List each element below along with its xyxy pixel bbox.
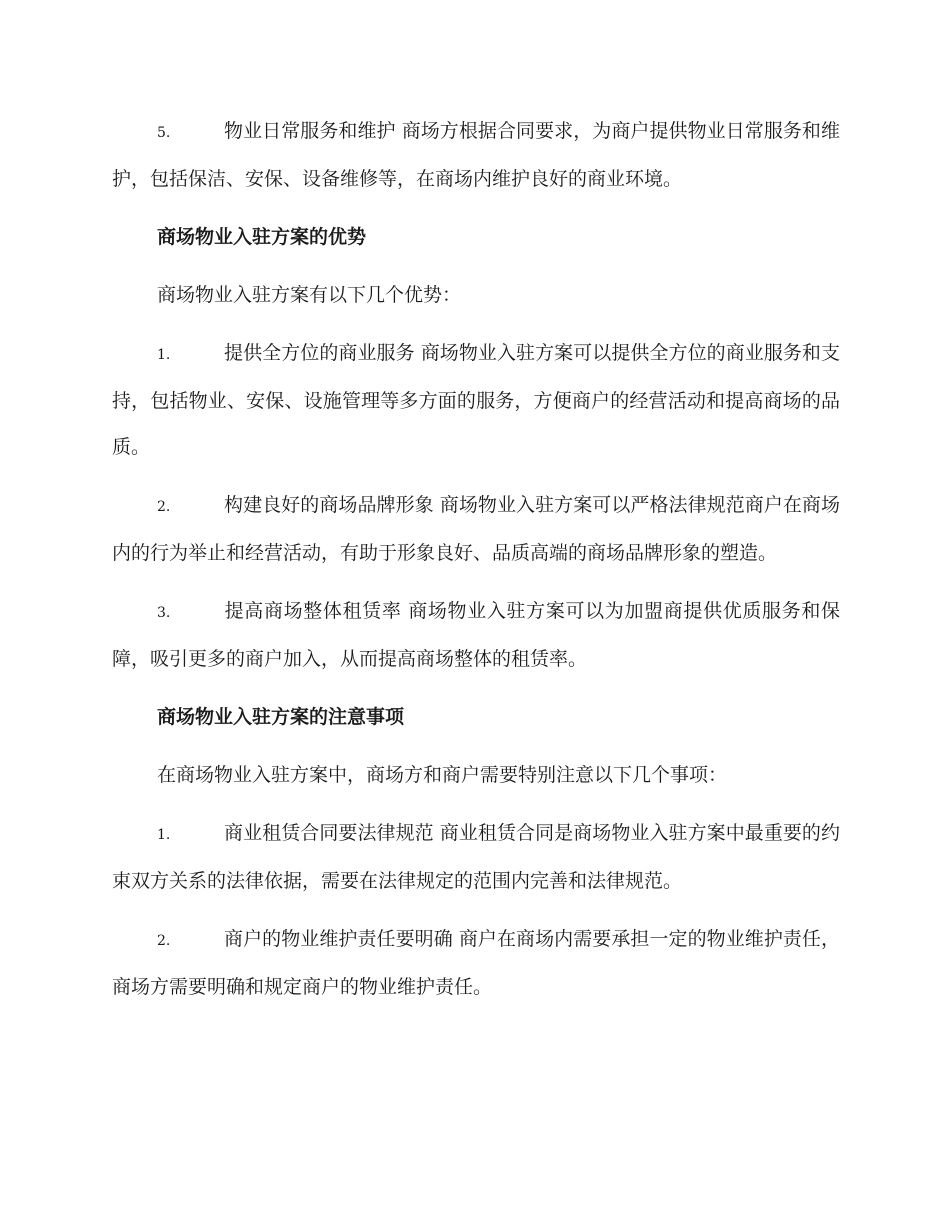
list-number: 1.	[157, 827, 171, 843]
section-heading-advantages: 商场物业入驻方案的优势	[157, 226, 367, 248]
list-text: 物业日常服务和维护 商场方根据合同要求，为商户提供物业日常服务和维护，包括保洁、安保、设备维修等，在商场内维护良好的商业环境。	[112, 120, 840, 190]
list-item	[112, 916, 840, 1010]
list-item	[112, 330, 840, 470]
document-page	[112, 108, 840, 1022]
list-number: 1.	[157, 347, 171, 363]
list-number: 2.	[157, 499, 171, 515]
list-item	[112, 588, 840, 682]
list-text: 商业租赁合同要法律规范 商业租赁合同是商场物业入驻方案中最重要的约束双方关系的法律依据，需要在法律规定的范围内完善和法律规范。	[112, 822, 840, 892]
list-number: 3.	[157, 605, 171, 621]
list-text: 提高商场整体租赁率 商场物业入驻方案可以为加盟商提供优质服务和保障，吸引更多的商户加入，从而提高商场整体的租赁率。	[112, 600, 840, 670]
list-text: 商户的物业维护责任要明确 商户在商场内需要承担一定的物业维护责任，商场方需要明确和规定商户的物业维护责任。	[112, 928, 840, 998]
list-item	[112, 482, 840, 576]
section-intro-notes: 在商场物业入驻方案中，商场方和商户需要特别注意以下几个事项：	[157, 764, 728, 786]
list-number: 2.	[157, 933, 171, 949]
section-intro-advantages: 商场物业入驻方案有以下几个优势：	[157, 284, 462, 306]
list-item	[112, 810, 840, 904]
list-number: 5.	[157, 125, 171, 141]
list-text: 提供全方位的商业服务 商场物业入驻方案可以提供全方位的商业服务和支持，包括物业、安保、设施管理等多方面的服务，方便商户的经营活动和提高商场的品质。	[112, 342, 840, 458]
section-heading-notes: 商场物业入驻方案的注意事项	[157, 706, 405, 728]
list-item	[112, 108, 840, 202]
list-text: 构建良好的商场品牌形象 商场物业入驻方案可以严格法律规范商户在商场内的行为举止和经营活动，有助于形象良好、品质高端的商场品牌形象的塑造。	[112, 494, 840, 564]
